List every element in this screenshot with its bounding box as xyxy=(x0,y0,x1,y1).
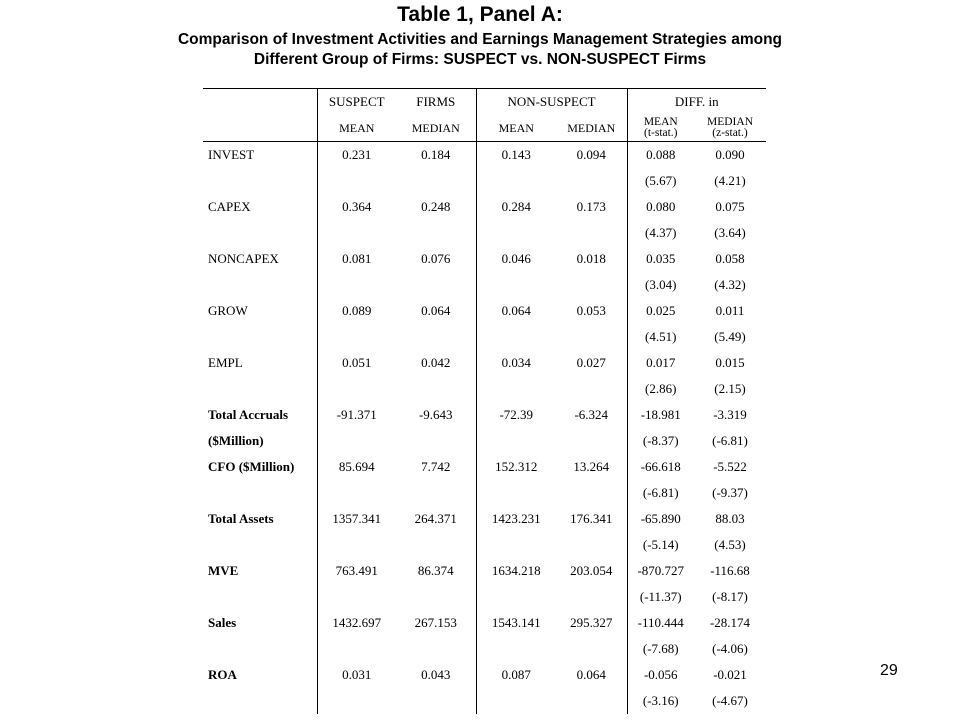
row-label-continued xyxy=(203,220,317,246)
value-cell: 0.143 xyxy=(476,142,556,169)
row-label: NONCAPEX xyxy=(208,251,279,266)
empty-cell xyxy=(317,376,396,402)
value-cell: 203.054 xyxy=(570,563,613,578)
table-row-stat xyxy=(203,324,766,350)
header-diff-median-label: MEDIAN xyxy=(707,116,753,128)
row-label-continued xyxy=(203,584,317,610)
value-cell: 0.017 xyxy=(627,350,694,376)
empty-cell xyxy=(476,584,556,610)
value-cell: 152.312 xyxy=(476,454,556,480)
value-cell: 1543.141 xyxy=(476,610,556,636)
table-row-stat xyxy=(203,272,766,298)
empty-cell xyxy=(317,688,396,714)
value-cell: 0.025 xyxy=(627,298,694,324)
row-label: Total Accruals xyxy=(208,407,289,422)
row-label: GROW xyxy=(208,303,248,318)
stat-cell: (-6.81) xyxy=(627,480,694,506)
row-label-continued xyxy=(203,168,317,194)
row-label-continued xyxy=(203,688,317,714)
row-label-continued xyxy=(203,272,317,298)
stat-cell: (4.37) xyxy=(627,220,694,246)
stat-cell: (-4.67) xyxy=(712,693,748,708)
value-cell: -91.371 xyxy=(317,402,396,428)
empty-cell xyxy=(556,324,627,350)
empty-cell xyxy=(396,688,476,714)
value-cell: 0.051 xyxy=(317,350,396,376)
empty-cell xyxy=(317,220,396,246)
empty-cell xyxy=(317,584,396,610)
row-label-continued xyxy=(203,376,317,402)
value-cell: -65.890 xyxy=(627,506,694,532)
value-cell: -9.643 xyxy=(418,407,453,422)
empty-cell xyxy=(317,532,396,558)
value-cell: 0.058 xyxy=(715,251,745,266)
empty-cell xyxy=(556,376,627,402)
value-cell: 86.374 xyxy=(417,563,454,578)
empty-cell xyxy=(556,636,627,662)
empty-cell xyxy=(476,480,556,506)
value-cell: 0.248 xyxy=(421,199,451,214)
header-diff: DIFF. in xyxy=(627,89,766,116)
value-cell: 264.371 xyxy=(414,511,457,526)
page-title: Table 1, Panel A: xyxy=(397,3,563,26)
empty-cell xyxy=(556,220,627,246)
row-label: EMPL xyxy=(208,355,243,370)
stat-cell: (-6.81) xyxy=(712,433,748,448)
empty-cell xyxy=(396,324,476,350)
value-cell: 1432.697 xyxy=(317,610,396,636)
row-label: ROA xyxy=(208,667,237,682)
table-row xyxy=(203,402,766,428)
table-row-stat xyxy=(203,220,766,246)
empty-cell xyxy=(317,480,396,506)
empty-cell xyxy=(476,636,556,662)
value-cell: 0.231 xyxy=(317,142,396,169)
table-row-stat xyxy=(203,532,766,558)
header-diff-median xyxy=(694,115,766,142)
header-suspect-mean: MEAN xyxy=(317,115,396,142)
value-cell: 0.031 xyxy=(317,662,396,688)
stat-cell: (5.67) xyxy=(627,168,694,194)
empty-cell xyxy=(476,532,556,558)
header-diff-mean-label: MEAN xyxy=(643,116,678,128)
value-cell: 1634.218 xyxy=(476,558,556,584)
empty-cell xyxy=(556,272,627,298)
empty-cell xyxy=(476,376,556,402)
value-cell: 0.064 xyxy=(476,298,556,324)
value-cell: 0.053 xyxy=(576,303,606,318)
stat-cell: (3.04) xyxy=(627,272,694,298)
row-label-continued: ($Million) xyxy=(208,433,264,448)
value-cell: 176.341 xyxy=(570,511,613,526)
empty-cell xyxy=(476,688,556,714)
stat-cell: (-3.16) xyxy=(627,688,694,714)
stat-cell: (-4.06) xyxy=(712,641,748,656)
empty-cell xyxy=(556,688,627,714)
page-subtitle xyxy=(0,30,960,70)
empty-cell xyxy=(396,168,476,194)
value-cell: 85.694 xyxy=(317,454,396,480)
value-cell: 0.042 xyxy=(421,355,451,370)
stat-cell: (3.64) xyxy=(714,225,746,240)
empty-cell xyxy=(317,168,396,194)
table-row xyxy=(203,350,766,376)
header-nonsuspect-median: MEDIAN xyxy=(556,115,627,142)
value-cell: 1423.231 xyxy=(476,506,556,532)
empty-cell xyxy=(476,220,556,246)
empty-cell xyxy=(317,636,396,662)
stat-cell: (4.51) xyxy=(627,324,694,350)
subtitle-line-1: Comparison of Investment Activities and Earnings Management Strategies among xyxy=(177,31,783,48)
empty-cell xyxy=(476,428,556,454)
empty-cell xyxy=(476,272,556,298)
empty-cell xyxy=(476,168,556,194)
table-row-stat xyxy=(203,688,766,714)
table-row-stat xyxy=(203,428,766,454)
value-cell: 7.742 xyxy=(421,459,451,474)
header-row-groups xyxy=(203,89,766,116)
table-row xyxy=(203,662,766,688)
empty-cell xyxy=(476,324,556,350)
value-cell: 267.153 xyxy=(414,615,457,630)
row-label: Sales xyxy=(208,615,237,630)
table-row-stat xyxy=(203,168,766,194)
value-cell: -18.981 xyxy=(627,402,694,428)
stat-cell: (5.49) xyxy=(714,329,746,344)
table-row-stat xyxy=(203,376,766,402)
value-cell: 0.034 xyxy=(476,350,556,376)
stat-cell: (-5.14) xyxy=(627,532,694,558)
header-firms: FIRMS xyxy=(396,89,476,116)
stat-cell: (-7.68) xyxy=(627,636,694,662)
row-label-continued xyxy=(203,636,317,662)
stat-cell: (-8.37) xyxy=(627,428,694,454)
value-cell: 0.035 xyxy=(627,246,694,272)
stat-cell: (4.32) xyxy=(714,277,746,292)
subtitle-line-2: Different Group of Firms: SUSPECT vs. NON-SUSPECT Firms xyxy=(253,51,707,68)
empty-cell xyxy=(396,532,476,558)
table-row xyxy=(203,142,766,169)
value-cell: 0.076 xyxy=(421,251,451,266)
value-cell: -6.324 xyxy=(574,407,609,422)
value-cell: 0.080 xyxy=(627,194,694,220)
row-label-continued xyxy=(203,532,317,558)
value-cell: 0.087 xyxy=(476,662,556,688)
row-label: Total Assets xyxy=(208,511,274,526)
value-cell: 0.090 xyxy=(715,147,745,162)
value-cell: 0.088 xyxy=(627,142,694,169)
value-cell: 1357.341 xyxy=(317,506,396,532)
value-cell: 0.184 xyxy=(421,147,451,162)
value-cell: -3.319 xyxy=(713,407,747,422)
empty-cell xyxy=(317,428,396,454)
header-nonsuspect-mean: MEAN xyxy=(476,115,556,142)
value-cell: -0.021 xyxy=(713,667,747,682)
page-number: 29 xyxy=(880,662,898,679)
value-cell: 0.064 xyxy=(421,303,451,318)
value-cell: 0.015 xyxy=(715,355,745,370)
empty-cell xyxy=(396,220,476,246)
value-cell: 0.064 xyxy=(576,667,606,682)
header-row-stats xyxy=(203,115,766,142)
empty-cell xyxy=(556,428,627,454)
table-row xyxy=(203,298,766,324)
value-cell: -66.618 xyxy=(627,454,694,480)
empty-cell xyxy=(396,636,476,662)
value-cell: -72.39 xyxy=(476,402,556,428)
value-cell: 0.364 xyxy=(317,194,396,220)
header-suspect: SUSPECT xyxy=(317,89,396,116)
table-row xyxy=(203,558,766,584)
empty-cell xyxy=(556,480,627,506)
table-row xyxy=(203,194,766,220)
empty-cell xyxy=(317,324,396,350)
value-cell: 0.094 xyxy=(576,147,606,162)
value-cell: 13.264 xyxy=(573,459,610,474)
empty-cell xyxy=(396,376,476,402)
stat-cell: (2.15) xyxy=(714,381,746,396)
header-empty-cell xyxy=(203,115,317,142)
header-diff-mean-stat: (t-stat.) xyxy=(643,127,678,139)
value-cell: 763.491 xyxy=(317,558,396,584)
empty-cell xyxy=(556,584,627,610)
header-suspect-median: MEDIAN xyxy=(396,115,476,142)
value-cell: -116.68 xyxy=(710,563,750,578)
empty-cell xyxy=(396,480,476,506)
empty-cell xyxy=(396,584,476,610)
header-diff-median-stat: (z-stat.) xyxy=(712,127,748,139)
table-row-stat xyxy=(203,636,766,662)
empty-cell xyxy=(556,168,627,194)
empty-cell xyxy=(556,532,627,558)
value-cell: 0.075 xyxy=(715,199,745,214)
stat-cell: (2.86) xyxy=(627,376,694,402)
row-label: CAPEX xyxy=(208,199,251,214)
value-cell: 0.046 xyxy=(476,246,556,272)
table-row-stat xyxy=(203,480,766,506)
results-table xyxy=(203,88,766,714)
row-label: INVEST xyxy=(208,147,255,162)
value-cell: 0.043 xyxy=(421,667,451,682)
value-cell: -5.522 xyxy=(713,459,747,474)
value-cell: -28.174 xyxy=(709,615,751,630)
table-row xyxy=(203,246,766,272)
header-nonsuspect: NON-SUSPECT xyxy=(476,89,627,116)
value-cell: 0.011 xyxy=(715,303,745,318)
value-cell: 0.027 xyxy=(576,355,606,370)
stat-cell: (-8.17) xyxy=(712,589,748,604)
value-cell: -110.444 xyxy=(627,610,694,636)
header-diff-mean xyxy=(627,115,694,142)
row-label-continued xyxy=(203,480,317,506)
table-row xyxy=(203,506,766,532)
row-label-continued xyxy=(203,324,317,350)
table-row xyxy=(203,610,766,636)
stat-cell: (4.21) xyxy=(714,173,746,188)
value-cell: -870.727 xyxy=(627,558,694,584)
row-label: CFO ($Million) xyxy=(208,459,295,474)
value-cell: 0.284 xyxy=(476,194,556,220)
table-row-stat xyxy=(203,584,766,610)
value-cell: 0.081 xyxy=(317,246,396,272)
empty-cell xyxy=(317,272,396,298)
empty-cell xyxy=(396,428,476,454)
row-label: MVE xyxy=(208,563,239,578)
value-cell: 295.327 xyxy=(570,615,613,630)
value-cell: -0.056 xyxy=(627,662,694,688)
stat-cell: (-11.37) xyxy=(627,584,694,610)
stat-cell: (4.53) xyxy=(714,537,746,552)
value-cell: 88.03 xyxy=(715,511,745,526)
value-cell: 0.173 xyxy=(576,199,606,214)
table-row xyxy=(203,454,766,480)
header-empty-cell xyxy=(203,89,317,116)
value-cell: 0.018 xyxy=(576,251,606,266)
empty-cell xyxy=(396,272,476,298)
stat-cell: (-9.37) xyxy=(712,485,748,500)
value-cell: 0.089 xyxy=(317,298,396,324)
